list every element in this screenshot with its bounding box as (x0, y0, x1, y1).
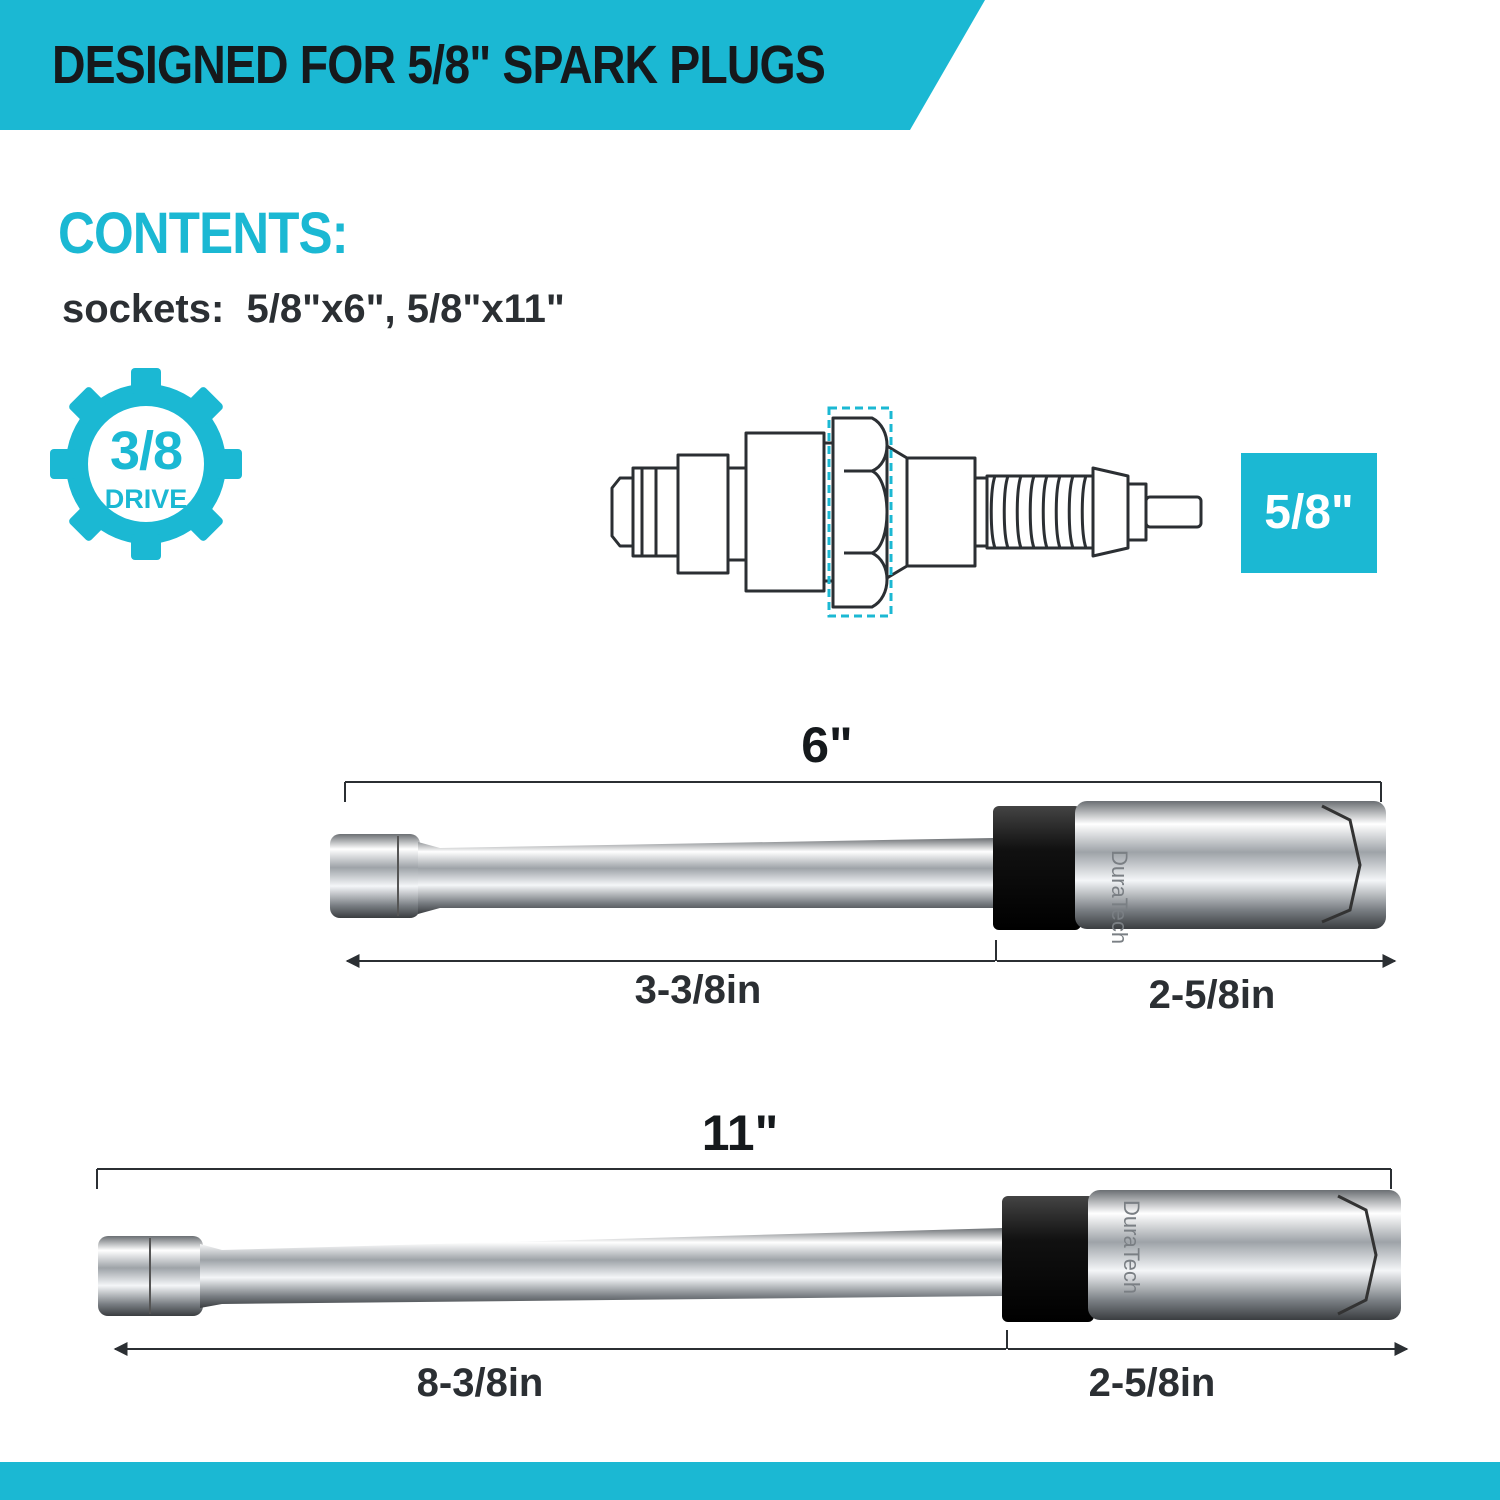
socket-11in (97, 1169, 1407, 1349)
overall-length-6in: 6" (801, 717, 853, 773)
overall-length-11in: 11" (701, 1105, 779, 1161)
overall-dimension-11in (97, 1169, 1391, 1189)
socket-length-6in: 2-5/8in (1148, 973, 1276, 1017)
socket-6in (330, 782, 1395, 961)
split-dimension-6in (347, 940, 1395, 961)
drive-label: DRIVE (104, 484, 188, 514)
contents-heading: CONTENTS: (58, 201, 348, 266)
drive-size: 3/8 (109, 421, 183, 481)
split-dimension-11in (115, 1330, 1407, 1349)
brand-mark: DuraTech (1107, 850, 1132, 945)
overall-dimension-6in (345, 782, 1381, 802)
drive-end (330, 834, 420, 918)
extension-bar (418, 838, 995, 914)
rubber-grip (993, 806, 1081, 930)
sockets-list: sockets: 5/8"x6", 5/8"x11" (62, 287, 565, 331)
brand-mark: DuraTech (1119, 1200, 1144, 1295)
page-title: DESIGNED FOR 5/8" SPARK PLUGS (52, 35, 825, 95)
rubber-grip (1002, 1196, 1094, 1322)
footer-bar (0, 1462, 1500, 1500)
extension-length-6in: 3-3/8in (634, 968, 762, 1012)
socket-length-11in: 2-5/8in (1088, 1361, 1216, 1405)
extension-bar (200, 1228, 1004, 1308)
hex-size-label: 5/8" (1241, 453, 1377, 573)
extension-length-11in: 8-3/8in (416, 1361, 544, 1405)
